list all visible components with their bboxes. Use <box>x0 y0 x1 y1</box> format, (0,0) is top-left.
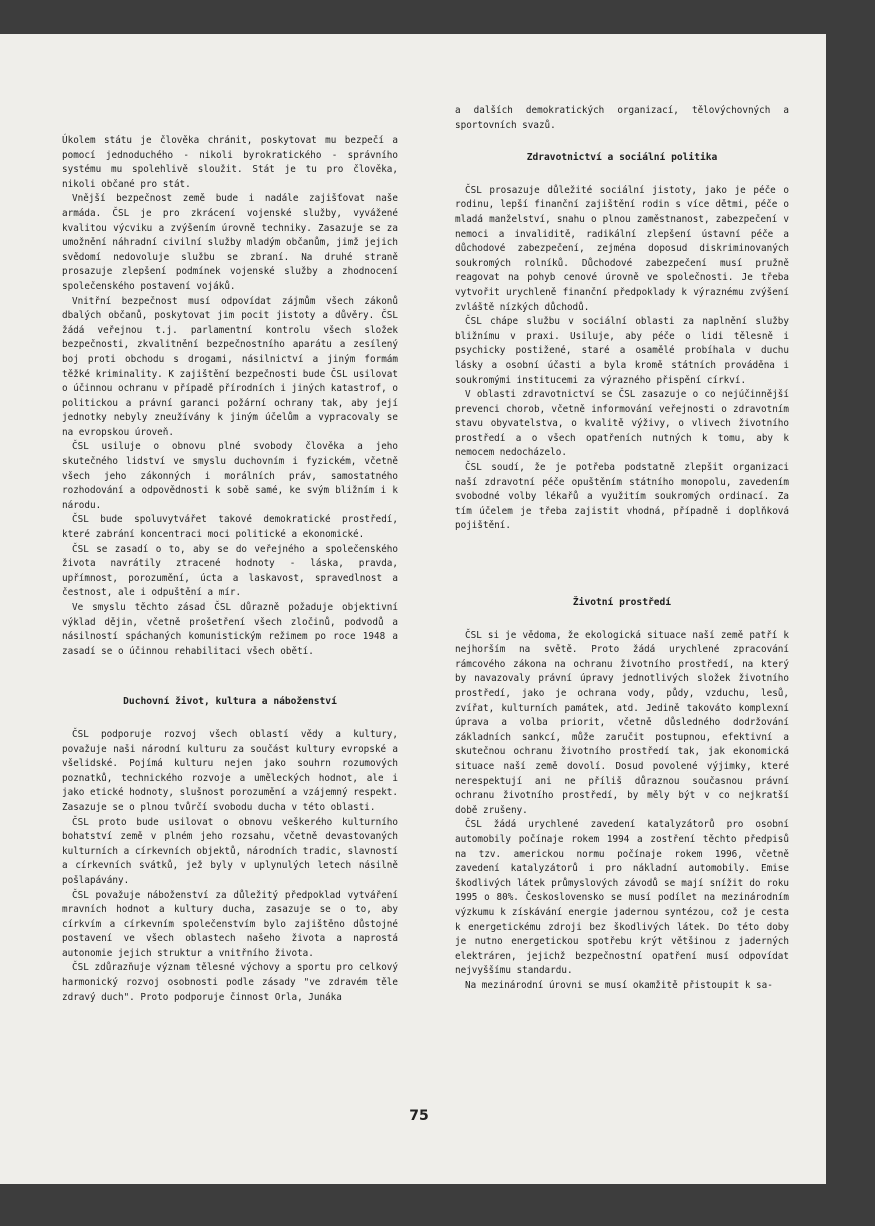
heritage-paragraph: ČSL proto bude usilovat o obnovu veškerého kulturního bohatství země v plném jeho rozsahu, včetně devastovaných kulturních a církevních objektů, národních tradic, slavností a církevních svátků, jež byly v uplynulých letech násilně pošlapávány. <box>62 816 398 886</box>
page-number: 75 <box>409 1108 429 1124</box>
international-paragraph: Na mezinárodní úrovni se musí okamžitě přistoupit k sa- <box>465 979 773 991</box>
democracy-paragraph: ČSL bude spoluvytvářet takové demokratické prostředí, které zabrání koncentraci moci politické a ekonomické. <box>62 514 398 541</box>
environment-heading: Životní prostředí <box>572 597 672 609</box>
prevention-paragraph: V oblasti zdravotnictví se ČSL zasazuje o co nejúčinnější prevenci chorob, včetně informování veřejnosti o zdravotním stavu obyvatelstva, o kvalitě výživy, o vlivech životního prostředí a o všech opatřeních nutných k tomu, aby k nemocem nedocházelo. <box>455 389 789 459</box>
heading-gap <box>62 710 398 728</box>
history-paragraph: Ve smyslu těchto zásad ČSL důrazně požaduje objektivní výklad dějin, včetně prošetření všech zločinů, podvodů a násilností spáchaných komunistickým režimem po roce 1948 a zasadí se o účinnou rehabilitaci všech obětí. <box>62 602 398 657</box>
section-gap <box>455 133 789 151</box>
culture-heading: Duchovní život, kultura a náboženství <box>123 696 337 708</box>
care-paragraph: ČSL chápe službu v sociální oblasti za naplnění služby bližnímu v praxi. Usiluje, aby péče o lidi tělesně i psychicky postižené, staré a osamělé probíhala v duchu lásky a osobní účasti a byla kromě státních prováděna i soukromými institucemi za výrazného přispění církví. <box>455 316 789 386</box>
section-gap <box>62 659 398 695</box>
left-column <box>62 134 398 1005</box>
defense-paragraph: Vnější bezpečnost země bude i nadále zajišťovat naše armáda. ČSL je pro zkrácení vojenské služby, vyvážené kvalitou výcviku a zvýšením úrovně techniky. Zasazuje se za umožnění náhradní civilní služby mladým občanům, jimž jejich svědomí nedovoluje službu se zbraní. Na druhé straně prosazuje zlepšení podmínek vojenské služby a zhodnocení společenského postavení vojáků. <box>62 193 398 292</box>
culture-paragraph: ČSL podporuje rozvoj všech oblastí vědy a kultury, považuje naši národní kulturu za součást kultury evropské a všelidské. Pojímá kulturu nejen jako souhrn rozumových poznatků, technického rozvoje a uměleckých hodnot, ale i jako etické hodnoty, slušnost porozumění a vzájemný respekt. Zasazuje se o plnou tvůrčí svobodu ducha v této oblasti. <box>62 728 398 813</box>
emissions-paragraph: ČSL žádá urychlené zavedení katalyzátorů pro osobní automobily počínaje rokem 1994 a zostření těchto předpisů na tzv. americkou normu počínaje rokem 1996, včetně zavedení katalyzátorů i pro nákladní automobily. Emise škodlivých látek průmyslových závodů se mají snížit do roku 1995 o 80%. Československo se musí podílet na mezinárodním výzkumu k získávání energie jadernou syntézou, což je cesta k energetickému zdroji bez škodlivých látek. Do této doby je nutno energetickou spotřebu krýt většinou z jaderných elektráren, jejichž bezpečnostní opatření musí odpovídat nejvyššímu standardu. <box>455 819 789 977</box>
values-paragraph: ČSL se zasadí o to, aby se do veřejného a společenského života navrátily ztracené hodnoty - láska, pravda, upřímnost, porozumění, úcta a laskavost, spravedlnost a čestnost, ale i odpuštění a mír. <box>62 543 398 599</box>
continuation-paragraph: a dalších demokratických organizací, tělovýchovných a sportovních svazů. <box>455 105 789 131</box>
freedom-paragraph: ČSL usiluje o obnovu plné svobody člověka a jeho skutečného lidství ve smyslu duchovním i fyzickém, včetně všech jeho zákonných i morálních práv, samostatného rozhodování a odpovědnosti k sobě samé, ke svým bližním i k národu. <box>62 441 398 511</box>
health-heading: Zdravotnictví a sociální politika <box>526 152 718 164</box>
heading-gap <box>455 611 789 629</box>
right-column <box>455 104 789 993</box>
intro-paragraph: Úkolem státu je člověka chránit, poskytovat mu bezpečí a pomocí jednoduchého - nikoli byrokratického - správního systému mu spolehlivě sloužit. Stát je tu pro člověka, nikoli občané pro stát. <box>62 135 398 190</box>
healthcare-paragraph: ČSL soudí, že je potřeba podstatně zlepšit organizaci naší zdravotní péče opuštěním státního monopolu, zavedením svobodné volby lékařů a využitím soukromých ordinací. Za tím účelem je třeba zajistit vhodná, případně i doplňková pojištění. <box>455 462 789 532</box>
section-gap <box>455 534 789 596</box>
document-page <box>0 34 826 1184</box>
social-paragraph: ČSL prosazuje důležité sociální jistoty, jako je péče o rodinu, lepší finanční zajištění rodin s více dětmi, péče o mladá manželství, snahu o plnou zaměstnanost, zabezpečení v nemoci a invaliditě, radikální zlepšení ústavní péče a důchodové zabezpečení, zejména doposud diskriminovaných soukromých rolníků. Důchodové zabezpečení musí pružně reagovat na pohyb cenové úrovně ve společnosti. Je třeba vytvořit urychleně finanční předpoklady k výraznému zvýšení zvláště nízkých důchodů. <box>455 184 789 313</box>
ecology-paragraph: ČSL si je vědoma, že ekologická situace naší země patří k nejhorším na světě. Proto žádá urychlené zpracování rámcového zákona na ochranu životního prostředí, na který by navazovaly právní úpravy jednotlivých složek životního prostředí, jako je ochrana vody, půdy, vzduchu, lesů, zvířat, kulturních památek, atd. Jedině takováto komplexní úprava a volba priorit, včetně důsledného dodržování základních sankcí, může zaručit postupnou, efektivní a skutečnou ochranu životního prostředí tak, jak ekonomická situace naší země dovolí. Dosud povolené výjimky, které nerespektují ani ne příliš důraznou současnou právní ochranu životního prostředí, by měly být v co nejkratší době zrušeny. <box>455 629 789 816</box>
heading-gap <box>455 166 789 184</box>
religion-paragraph: ČSL považuje náboženství za důležitý předpoklad vytváření mravních hodnot a kultury ducha, zasazuje se o to, aby církvím a církevním společenstvím bylo zajištěno důstojné postavení ve všech oblastech našeho života a naprostá autonomie jejich struktur a vnitřního života. <box>62 889 398 959</box>
internal-security-paragraph: Vnitřní bezpečnost musí odpovídat zájmům všech zákonů dbalých občanů, poskytovat jim pocit jistoty a důvěry. ČSL žádá veřejnou t.j. parlamentní kontrolu všech složek bezpečnosti, zkvalitnění bezpečnostního aparátu a zesílený boj proti obchodu s drogami, násilnictví a jiným formám těžké kriminality. K zajištění bezpečnosti bude ČSL usilovat o účinnou ochranu v případě přírodních i jiných katastrof, o politickou a právní garanci požární ochrany tak, aby její jednotky nebyly zneužívány k jiným účelům a vypracovaly se na evropskou úroveň. <box>62 295 398 438</box>
sport-paragraph: ČSL zdůrazňuje význam tělesné výchovy a sportu pro celkový harmonický rozvoj osobnosti podle zásady "ve zdravém těle zdravý duch". Proto podporuje činnost Orla, Junáka <box>62 962 398 1003</box>
